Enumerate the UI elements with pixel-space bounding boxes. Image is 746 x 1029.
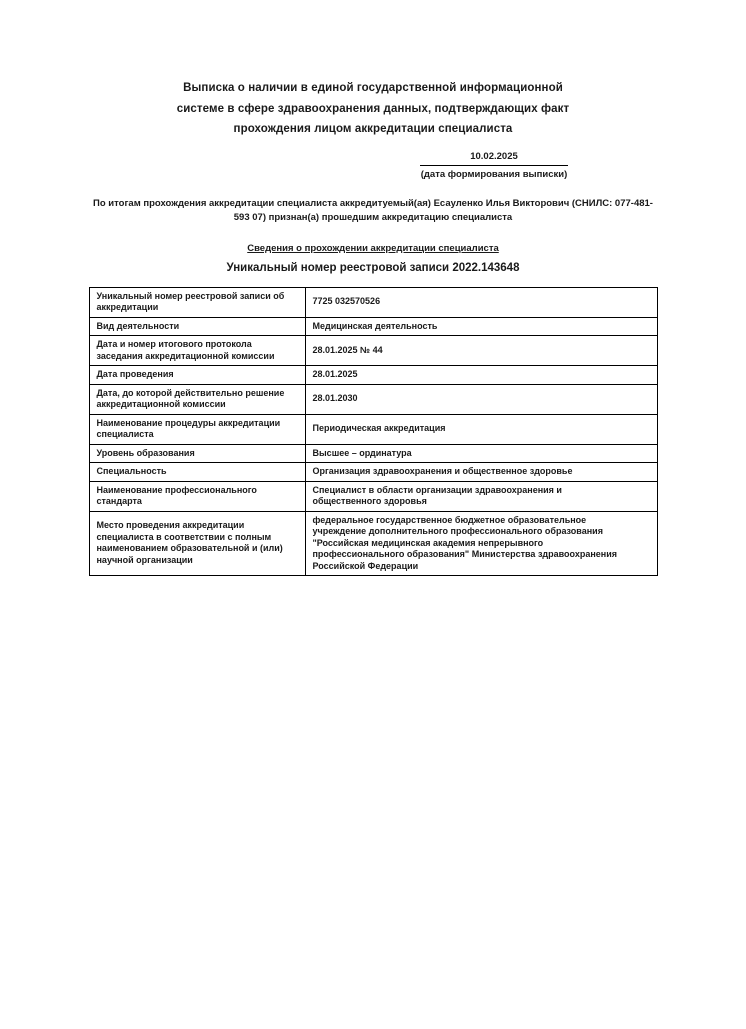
row-label: Уникальный номер реестровой записи об аккредитации <box>89 287 305 317</box>
section-heading: Сведения о прохождении аккредитации специалиста <box>247 242 499 254</box>
formation-date-caption: (дата формирования выписки) <box>420 168 568 180</box>
formation-date-value: 10.02.2025 <box>420 151 568 166</box>
title-line: прохождения лицом аккредитации специалиста <box>233 123 513 135</box>
table-row <box>89 414 657 444</box>
formation-date-block <box>420 151 568 180</box>
table-row <box>89 366 657 385</box>
row-value: федеральное государственное бюджетное образовательное учреждение дополнительного профессионального образования "Российская медицинская академия непрерывного профессионального образования" Министерства здравоохранения Российской Федерации <box>305 511 657 576</box>
row-label: Дата, до которой действительно решение аккредитационной комиссии <box>89 384 305 414</box>
row-label: Вид деятельности <box>89 317 305 336</box>
document-title <box>0 78 746 140</box>
title-line: Выписка о наличии в единой государственной информационной <box>183 82 563 94</box>
row-value: Медицинская деятельность <box>305 317 657 336</box>
row-label: Дата проведения <box>89 366 305 385</box>
table-row <box>89 287 657 317</box>
row-label: Наименование процедуры аккредитации специалиста <box>89 414 305 444</box>
summary-line: По итогам прохождения аккредитации специалиста аккредитуемый(ая) Есауленко Илья Викторович (СНИЛС: 077-481- <box>93 197 653 209</box>
row-label: Уровень образования <box>89 444 305 463</box>
row-value: Периодическая аккредитация <box>305 414 657 444</box>
table-row <box>89 317 657 336</box>
accreditation-info-table <box>89 287 658 577</box>
accreditation-summary <box>0 197 746 226</box>
summary-line: 593 07) признан(а) прошедшим аккредитацию специалиста <box>233 212 513 223</box>
row-value: 28.01.2030 <box>305 384 657 414</box>
table-row <box>89 384 657 414</box>
registry-number-heading: Уникальный номер реестровой записи 2022.143648 <box>226 261 520 274</box>
table-row <box>89 336 657 366</box>
row-label: Место проведения аккредитации специалиста в соответствии с полным наименованием образовательной и (или) научной организации <box>89 511 305 576</box>
row-label: Наименование профессионального стандарта <box>89 481 305 511</box>
row-value: 28.01.2025 <box>305 366 657 385</box>
table-row <box>89 481 657 511</box>
row-label: Специальность <box>89 463 305 482</box>
row-label: Дата и номер итогового протокола заседания аккредитационной комиссии <box>89 336 305 366</box>
row-value: Высшее – ординатура <box>305 444 657 463</box>
table-row <box>89 463 657 482</box>
row-value: Организация здравоохранения и общественное здоровье <box>305 463 657 482</box>
row-value: 28.01.2025 № 44 <box>305 336 657 366</box>
row-value: 7725 032570526 <box>305 287 657 317</box>
title-line: системе в сфере здравоохранения данных, подтверждающих факт <box>176 102 570 115</box>
table-row <box>89 444 657 463</box>
row-value: Специалист в области организации здравоохранения и общественного здоровья <box>305 481 657 511</box>
table-row <box>89 511 657 576</box>
